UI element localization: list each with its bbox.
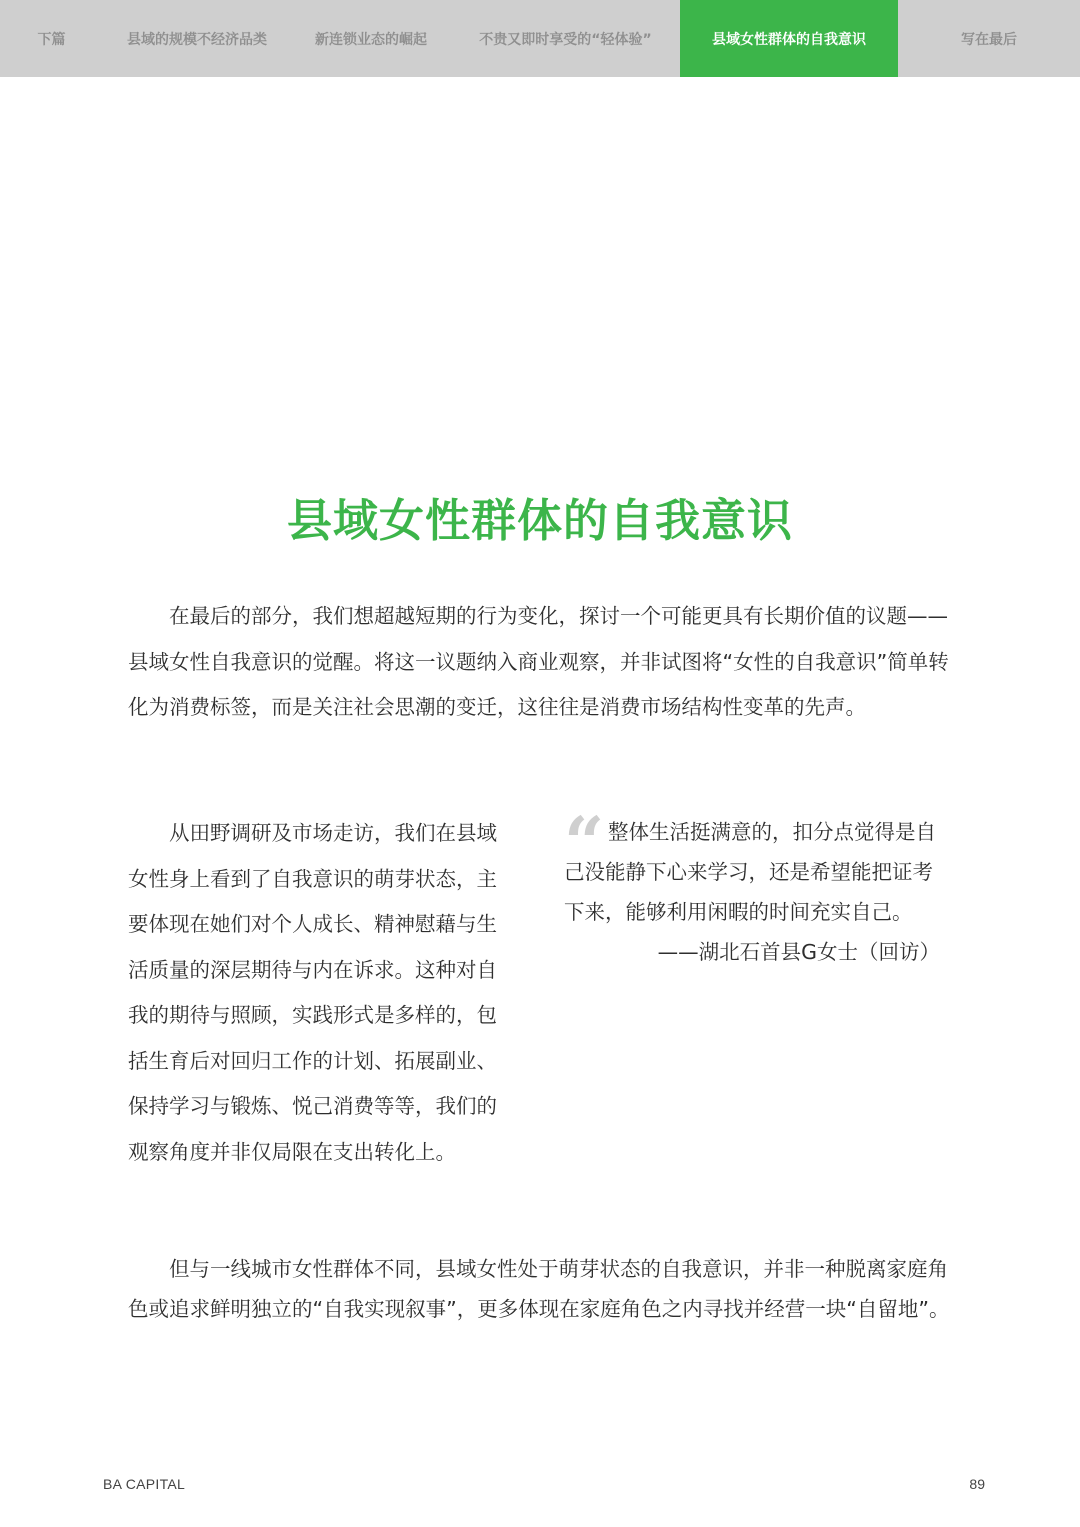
footer-brand: BA CAPITAL	[103, 1476, 186, 1492]
conclusion-paragraph: 但与一线城市女性群体不同，县域女性处于萌芽状态的自我意识，并非一种脱离家庭角色或追求鲜明独立的“自我实现叙事”，更多体现在家庭角色之内寻找并经营一块“自留地”。	[128, 1257, 950, 1321]
left-column-paragraph: 从田野调研及市场走访，我们在县域女性身上看到了自我意识的萌芽状态，主要体现在她们对个人成长、精神慰藉与生活质量的深层期待与内在诉求。这种对自我的期待与照顾，实践形式是多样的，包括生育后对回归工作的计划、拓展副业、保持学习与锻炼、悦己消费等等，我们的观察角度并非仅局限在支出转化上。	[128, 821, 497, 1164]
quote-mark-icon: “	[564, 801, 605, 884]
top-navigation	[0, 0, 1080, 77]
quote-source: ——湖北石首县G女士（回访）	[657, 940, 940, 964]
tab-light-experience[interactable]: 不贵又即时享受的“轻体验”	[479, 31, 652, 48]
interview-quote	[564, 801, 952, 972]
tab-new-chain-formats[interactable]: 新连锁业态的崛起	[315, 31, 427, 48]
quote-text: 整体生活挺满意的，扣分点觉得是自己没能静下心来学习，还是希望能把证考下来，能够利用闲暇的时间充实自己。	[564, 820, 936, 924]
tab-female-self-awareness[interactable]: 县域女性群体的自我意识	[680, 0, 898, 77]
page-title: 县域女性群体的自我意识	[286, 494, 793, 547]
tab-diseconomies-of-scale[interactable]: 县域的规模不经济品类	[127, 31, 267, 48]
tab-part-two[interactable]: 下篇	[37, 31, 66, 48]
tab-final-words[interactable]: 写在最后	[961, 31, 1017, 48]
intro-paragraph: 在最后的部分，我们想超越短期的行为变化，探讨一个可能更具有长期价值的议题——县域女性自我意识的觉醒。将这一议题纳入商业观察，并非试图将“女性的自我意识”简单转化为消费标签，而是关注社会思潮的变迁，这往往是消费市场结构性变革的先声。	[128, 604, 949, 719]
page-number: 89	[969, 1476, 985, 1492]
